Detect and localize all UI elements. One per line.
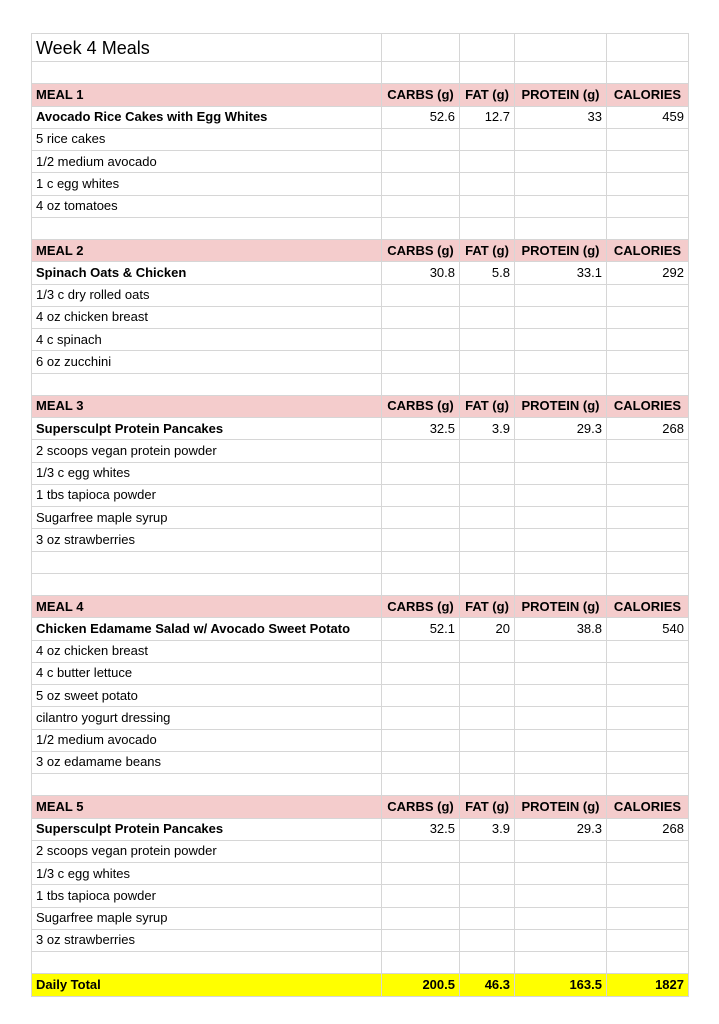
- ingredient-row: [32, 173, 689, 195]
- empty-cell[interactable]: [460, 440, 515, 462]
- empty-cell[interactable]: [515, 529, 607, 551]
- empty-cell[interactable]: [515, 173, 607, 195]
- empty-cell[interactable]: [607, 707, 689, 729]
- empty-cell[interactable]: [382, 551, 460, 573]
- column-header: CALORIES: [607, 596, 689, 618]
- empty-cell[interactable]: [515, 373, 607, 395]
- empty-cell[interactable]: [460, 929, 515, 951]
- empty-cell[interactable]: [607, 373, 689, 395]
- empty-cell[interactable]: [515, 462, 607, 484]
- daily-total-row: [32, 974, 689, 996]
- empty-cell[interactable]: [515, 217, 607, 239]
- column-header: FAT (g): [460, 596, 515, 618]
- empty-cell[interactable]: [515, 640, 607, 662]
- meal-name-row: [32, 818, 689, 840]
- empty-cell[interactable]: [460, 774, 515, 796]
- empty-cell[interactable]: [607, 840, 689, 862]
- ingredient-cell[interactable]: Sugarfree maple syrup: [32, 907, 382, 929]
- empty-cell[interactable]: [460, 573, 515, 595]
- empty-cell[interactable]: [515, 751, 607, 773]
- empty-cell[interactable]: [460, 34, 515, 62]
- empty-cell[interactable]: [382, 863, 460, 885]
- empty-cell[interactable]: [460, 373, 515, 395]
- empty-cell[interactable]: [382, 573, 460, 595]
- empty-cell[interactable]: [607, 751, 689, 773]
- ingredient-row: [32, 640, 689, 662]
- ingredient-cell[interactable]: 5 rice cakes: [32, 128, 382, 150]
- column-header: CARBS (g): [382, 84, 460, 106]
- meal-value-cell[interactable]: 459: [607, 106, 689, 128]
- ingredient-cell[interactable]: 1/3 c dry rolled oats: [32, 284, 382, 306]
- empty-cell[interactable]: [515, 34, 607, 62]
- empty-cell[interactable]: [515, 929, 607, 951]
- empty-cell[interactable]: [607, 573, 689, 595]
- empty-cell[interactable]: [460, 507, 515, 529]
- daily-total-value: 46.3: [460, 974, 515, 996]
- empty-cell[interactable]: [515, 284, 607, 306]
- empty-cell[interactable]: [607, 484, 689, 506]
- empty-cell[interactable]: [460, 685, 515, 707]
- ingredient-cell[interactable]: 3 oz edamame beans: [32, 751, 382, 773]
- empty-cell[interactable]: [607, 195, 689, 217]
- meal-value-cell[interactable]: 33: [515, 106, 607, 128]
- column-header: CARBS (g): [382, 395, 460, 417]
- meal-name-row: [32, 106, 689, 128]
- column-header: CARBS (g): [382, 240, 460, 262]
- empty-cell[interactable]: [607, 863, 689, 885]
- empty-cell[interactable]: [460, 62, 515, 84]
- empty-cell[interactable]: [460, 840, 515, 862]
- empty-cell[interactable]: [515, 351, 607, 373]
- empty-cell[interactable]: [460, 284, 515, 306]
- ingredient-row: [32, 685, 689, 707]
- empty-cell[interactable]: [515, 707, 607, 729]
- empty-cell[interactable]: [32, 551, 382, 573]
- empty-cell[interactable]: [515, 62, 607, 84]
- meal-value-cell[interactable]: 12.7: [460, 106, 515, 128]
- empty-cell[interactable]: [515, 907, 607, 929]
- ingredient-row: [32, 840, 689, 862]
- empty-cell[interactable]: [607, 62, 689, 84]
- meal-value-cell[interactable]: 29.3: [515, 418, 607, 440]
- empty-cell[interactable]: [382, 173, 460, 195]
- ingredient-cell[interactable]: 1/2 medium avocado: [32, 729, 382, 751]
- ingredient-row: [32, 195, 689, 217]
- empty-cell[interactable]: [382, 662, 460, 684]
- ingredient-row: [32, 507, 689, 529]
- empty-cell[interactable]: [32, 373, 382, 395]
- empty-cell[interactable]: [607, 217, 689, 239]
- empty-cell[interactable]: [460, 173, 515, 195]
- sheet-body: [32, 34, 689, 997]
- column-header: FAT (g): [460, 395, 515, 417]
- empty-cell[interactable]: [382, 351, 460, 373]
- empty-cell[interactable]: [32, 62, 382, 84]
- sheet-title: Week 4 Meals: [32, 34, 382, 62]
- ingredient-row: [32, 351, 689, 373]
- meal-name-row: [32, 418, 689, 440]
- ingredient-cell[interactable]: 4 c butter lettuce: [32, 662, 382, 684]
- empty-cell[interactable]: [382, 751, 460, 773]
- ingredient-cell[interactable]: Sugarfree maple syrup: [32, 507, 382, 529]
- empty-cell[interactable]: [607, 462, 689, 484]
- ingredient-row: [32, 329, 689, 351]
- empty-cell[interactable]: [607, 284, 689, 306]
- meal-name[interactable]: Spinach Oats & Chicken: [32, 262, 382, 284]
- empty-cell[interactable]: [460, 640, 515, 662]
- empty-cell[interactable]: [515, 151, 607, 173]
- empty-cell[interactable]: [382, 685, 460, 707]
- empty-cell[interactable]: [460, 306, 515, 328]
- empty-cell[interactable]: [382, 952, 460, 974]
- meal-value-cell[interactable]: 32.5: [382, 818, 460, 840]
- empty-cell[interactable]: [515, 195, 607, 217]
- ingredient-cell[interactable]: 3 oz strawberries: [32, 529, 382, 551]
- empty-cell[interactable]: [460, 329, 515, 351]
- empty-cell[interactable]: [32, 774, 382, 796]
- ingredient-cell[interactable]: 2 scoops vegan protein powder: [32, 840, 382, 862]
- empty-cell[interactable]: [515, 952, 607, 974]
- meal-header-row: [32, 596, 689, 618]
- empty-cell[interactable]: [382, 507, 460, 529]
- meal-header-row: [32, 84, 689, 106]
- column-header: CARBS (g): [382, 796, 460, 818]
- empty-cell[interactable]: [515, 863, 607, 885]
- empty-cell[interactable]: [515, 329, 607, 351]
- column-header: CALORIES: [607, 240, 689, 262]
- empty-cell[interactable]: [460, 151, 515, 173]
- meal-label: MEAL 4: [32, 596, 382, 618]
- daily-total-label: Daily Total: [32, 974, 382, 996]
- meal-name[interactable]: Avocado Rice Cakes with Egg Whites: [32, 106, 382, 128]
- empty-cell[interactable]: [607, 640, 689, 662]
- empty-cell[interactable]: [382, 929, 460, 951]
- ingredient-row: [32, 440, 689, 462]
- ingredient-row: [32, 529, 689, 551]
- meal-value-cell[interactable]: 38.8: [515, 618, 607, 640]
- empty-cell[interactable]: [515, 840, 607, 862]
- empty-cell[interactable]: [607, 907, 689, 929]
- ingredient-row: [32, 885, 689, 907]
- ingredient-row: [32, 484, 689, 506]
- empty-cell[interactable]: [607, 729, 689, 751]
- spacer-row: [32, 217, 689, 239]
- spacer-row: [32, 774, 689, 796]
- ingredient-cell[interactable]: 1/3 c egg whites: [32, 462, 382, 484]
- ingredient-cell[interactable]: 4 oz chicken breast: [32, 640, 382, 662]
- column-header: PROTEIN (g): [515, 84, 607, 106]
- empty-cell[interactable]: [382, 151, 460, 173]
- meal-value-cell[interactable]: 540: [607, 618, 689, 640]
- column-header: CALORIES: [607, 84, 689, 106]
- ingredient-row: [32, 863, 689, 885]
- empty-cell[interactable]: [460, 551, 515, 573]
- meal-value-cell[interactable]: 30.8: [382, 262, 460, 284]
- empty-cell[interactable]: [382, 62, 460, 84]
- ingredient-cell[interactable]: 4 c spinach: [32, 329, 382, 351]
- ingredient-cell[interactable]: 2 scoops vegan protein powder: [32, 440, 382, 462]
- empty-cell[interactable]: [607, 306, 689, 328]
- empty-cell[interactable]: [460, 484, 515, 506]
- spacer-row: [32, 573, 689, 595]
- column-header: PROTEIN (g): [515, 240, 607, 262]
- empty-cell[interactable]: [607, 885, 689, 907]
- meal-label: MEAL 1: [32, 84, 382, 106]
- ingredient-row: [32, 151, 689, 173]
- empty-cell[interactable]: [607, 685, 689, 707]
- meal-value-cell[interactable]: 52.6: [382, 106, 460, 128]
- empty-cell[interactable]: [460, 462, 515, 484]
- ingredient-row: [32, 284, 689, 306]
- ingredient-cell[interactable]: 6 oz zucchini: [32, 351, 382, 373]
- empty-cell[interactable]: [382, 440, 460, 462]
- empty-cell[interactable]: [607, 952, 689, 974]
- meal-value-cell[interactable]: 292: [607, 262, 689, 284]
- empty-cell[interactable]: [460, 128, 515, 150]
- meal-name[interactable]: Chicken Edamame Salad w/ Avocado Sweet Potato: [32, 618, 382, 640]
- empty-cell[interactable]: [382, 329, 460, 351]
- empty-cell[interactable]: [515, 306, 607, 328]
- spacer-row: [32, 373, 689, 395]
- empty-cell[interactable]: [382, 284, 460, 306]
- meal-name-row: [32, 618, 689, 640]
- meal-value-cell[interactable]: 32.5: [382, 418, 460, 440]
- empty-cell[interactable]: [382, 373, 460, 395]
- empty-cell[interactable]: [460, 529, 515, 551]
- meal-name[interactable]: Supersculpt Protein Pancakes: [32, 818, 382, 840]
- empty-cell[interactable]: [607, 128, 689, 150]
- empty-cell[interactable]: [515, 774, 607, 796]
- meal-value-cell[interactable]: 3.9: [460, 818, 515, 840]
- ingredient-cell[interactable]: 4 oz tomatoes: [32, 195, 382, 217]
- ingredient-cell[interactable]: cilantro yogurt dressing: [32, 707, 382, 729]
- meal-value-cell[interactable]: 268: [607, 818, 689, 840]
- column-header: CALORIES: [607, 796, 689, 818]
- empty-cell[interactable]: [460, 952, 515, 974]
- meal-header-row: [32, 796, 689, 818]
- empty-cell[interactable]: [382, 128, 460, 150]
- meal-label: MEAL 3: [32, 395, 382, 417]
- ingredient-cell[interactable]: 4 oz chicken breast: [32, 306, 382, 328]
- ingredient-cell[interactable]: 1 tbs tapioca powder: [32, 484, 382, 506]
- empty-cell[interactable]: [460, 195, 515, 217]
- empty-cell[interactable]: [607, 507, 689, 529]
- meal-name[interactable]: Supersculpt Protein Pancakes: [32, 418, 382, 440]
- empty-cell[interactable]: [382, 907, 460, 929]
- empty-cell[interactable]: [382, 217, 460, 239]
- empty-cell[interactable]: [515, 551, 607, 573]
- empty-cell[interactable]: [515, 128, 607, 150]
- meal-name-row: [32, 262, 689, 284]
- ingredient-cell[interactable]: 1/3 c egg whites: [32, 863, 382, 885]
- empty-cell[interactable]: [460, 863, 515, 885]
- empty-cell[interactable]: [32, 217, 382, 239]
- column-header: FAT (g): [460, 84, 515, 106]
- meal-value-cell[interactable]: 268: [607, 418, 689, 440]
- ingredient-row: [32, 462, 689, 484]
- ingredient-cell[interactable]: 1 c egg whites: [32, 173, 382, 195]
- column-header: PROTEIN (g): [515, 796, 607, 818]
- empty-cell[interactable]: [607, 529, 689, 551]
- empty-cell[interactable]: [382, 885, 460, 907]
- empty-cell[interactable]: [515, 885, 607, 907]
- empty-cell[interactable]: [460, 351, 515, 373]
- empty-cell[interactable]: [460, 885, 515, 907]
- empty-cell[interactable]: [460, 662, 515, 684]
- column-header: FAT (g): [460, 240, 515, 262]
- ingredient-row: [32, 929, 689, 951]
- empty-cell[interactable]: [607, 34, 689, 62]
- empty-cell[interactable]: [515, 507, 607, 529]
- empty-cell[interactable]: [515, 662, 607, 684]
- empty-cell[interactable]: [382, 840, 460, 862]
- empty-cell[interactable]: [607, 151, 689, 173]
- ingredient-row: [32, 907, 689, 929]
- meal-header-row: [32, 395, 689, 417]
- empty-cell[interactable]: [515, 440, 607, 462]
- empty-cell[interactable]: [607, 351, 689, 373]
- ingredient-row: [32, 128, 689, 150]
- daily-total-value: 200.5: [382, 974, 460, 996]
- ingredient-cell[interactable]: 1 tbs tapioca powder: [32, 885, 382, 907]
- meal-label: MEAL 5: [32, 796, 382, 818]
- meal-value-cell[interactable]: 3.9: [460, 418, 515, 440]
- ingredient-row: [32, 662, 689, 684]
- empty-cell[interactable]: [382, 195, 460, 217]
- empty-cell[interactable]: [382, 484, 460, 506]
- daily-total-value: 1827: [607, 974, 689, 996]
- empty-cell[interactable]: [515, 685, 607, 707]
- daily-total-value: 163.5: [515, 974, 607, 996]
- empty-cell[interactable]: [382, 640, 460, 662]
- empty-cell[interactable]: [382, 462, 460, 484]
- spacer-row: [32, 952, 689, 974]
- empty-cell[interactable]: [515, 484, 607, 506]
- meal-value-cell[interactable]: 52.1: [382, 618, 460, 640]
- ingredient-cell[interactable]: 1/2 medium avocado: [32, 151, 382, 173]
- empty-cell[interactable]: [382, 306, 460, 328]
- empty-cell[interactable]: [460, 907, 515, 929]
- empty-cell[interactable]: [382, 529, 460, 551]
- spacer-row: [32, 551, 689, 573]
- empty-cell[interactable]: [607, 329, 689, 351]
- meal-value-cell[interactable]: 33.1: [515, 262, 607, 284]
- empty-cell[interactable]: [382, 774, 460, 796]
- meal-value-cell[interactable]: 5.8: [460, 262, 515, 284]
- ingredient-row: [32, 306, 689, 328]
- empty-cell[interactable]: [382, 34, 460, 62]
- column-header: PROTEIN (g): [515, 395, 607, 417]
- ingredient-row: [32, 751, 689, 773]
- empty-cell[interactable]: [607, 662, 689, 684]
- ingredient-cell[interactable]: 5 oz sweet potato: [32, 685, 382, 707]
- ingredient-row: [32, 707, 689, 729]
- meal-header-row: [32, 240, 689, 262]
- empty-cell[interactable]: [607, 774, 689, 796]
- column-header: PROTEIN (g): [515, 596, 607, 618]
- empty-cell[interactable]: [32, 952, 382, 974]
- empty-cell[interactable]: [607, 440, 689, 462]
- empty-cell[interactable]: [460, 751, 515, 773]
- meal-value-cell[interactable]: 29.3: [515, 818, 607, 840]
- empty-cell[interactable]: [515, 729, 607, 751]
- empty-cell[interactable]: [607, 551, 689, 573]
- column-header: FAT (g): [460, 796, 515, 818]
- empty-cell[interactable]: [460, 729, 515, 751]
- empty-cell[interactable]: [515, 573, 607, 595]
- empty-cell[interactable]: [607, 173, 689, 195]
- empty-cell[interactable]: [607, 929, 689, 951]
- column-header: CALORIES: [607, 395, 689, 417]
- ingredient-row: [32, 729, 689, 751]
- meal-value-cell[interactable]: 20: [460, 618, 515, 640]
- spacer-row: [32, 62, 689, 84]
- empty-cell[interactable]: [382, 729, 460, 751]
- empty-cell[interactable]: [382, 707, 460, 729]
- column-header: CARBS (g): [382, 596, 460, 618]
- empty-cell[interactable]: [460, 707, 515, 729]
- title-row: [32, 34, 689, 62]
- empty-cell[interactable]: [32, 573, 382, 595]
- meal-label: MEAL 2: [32, 240, 382, 262]
- meal-plan-sheet: [31, 33, 689, 997]
- ingredient-cell[interactable]: 3 oz strawberries: [32, 929, 382, 951]
- empty-cell[interactable]: [460, 217, 515, 239]
